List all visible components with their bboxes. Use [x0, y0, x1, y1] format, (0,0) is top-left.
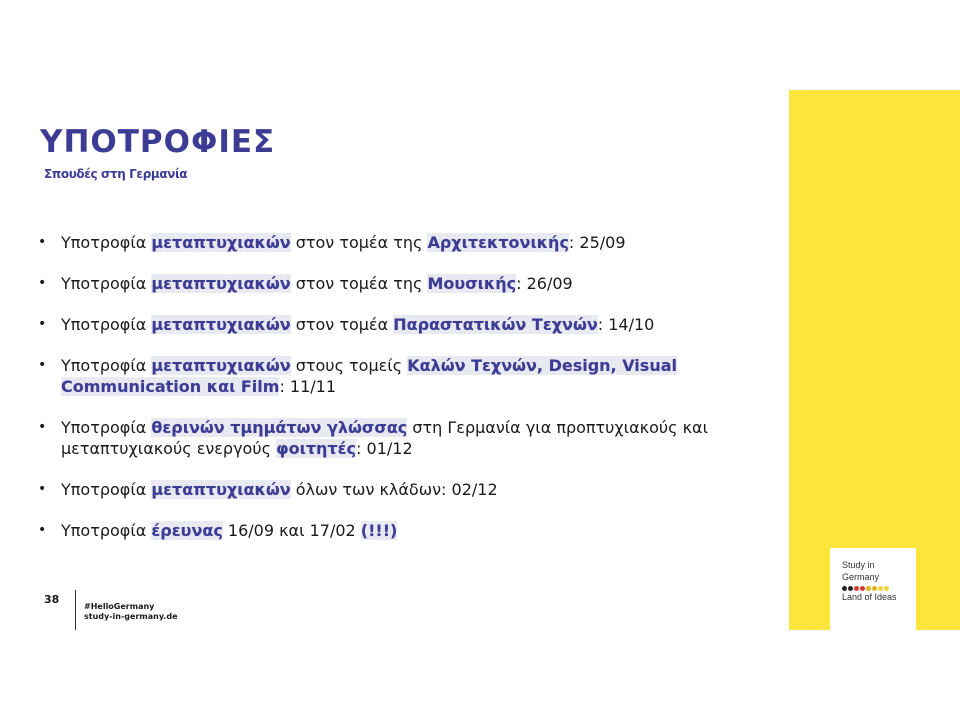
item-text: : 11/11: [279, 377, 337, 396]
list-item: [38, 355, 758, 397]
item-text: Υποτροφία: [61, 315, 152, 334]
list-item: [38, 232, 758, 253]
highlighted-text: μεταπτυχιακών: [151, 233, 291, 252]
bullet-dot: •: [38, 357, 47, 373]
study-in-germany-logo: [830, 548, 916, 630]
highlighted-text: (!!!): [360, 521, 398, 540]
highlighted-text: μεταπτυχιακών: [151, 315, 291, 334]
bullet-dot: •: [38, 275, 47, 291]
logo-line-3: Land of Ideas: [842, 592, 897, 602]
footer-hashtag: #HelloGermany: [84, 602, 155, 611]
item-text: στη Γερμανία για προπτυχιακούς και μεταπτυχιακούς ενεργούς: [61, 418, 708, 458]
footer: [84, 602, 178, 622]
list-item: [38, 273, 758, 294]
logo-dot: [866, 586, 871, 591]
logo-text: [842, 559, 897, 603]
item-text: : 26/09: [516, 274, 573, 293]
logo-dot: [884, 586, 889, 591]
logo-dot: [860, 586, 865, 591]
item-text: Υποτροφία: [61, 418, 152, 437]
bullet-dot: •: [38, 316, 47, 332]
slide-subtitle: Σπουδές στη Γερμανία: [44, 167, 188, 181]
footer-divider: [75, 590, 76, 630]
item-text: : 01/12: [356, 439, 413, 458]
highlighted-text: Παραστατικών Τεχνών: [393, 315, 598, 334]
logo-dot: [842, 586, 847, 591]
item-text: στον τομέα: [290, 315, 394, 334]
item-text: στον τομέα της: [290, 274, 428, 293]
item-text: : 14/10: [597, 315, 655, 334]
logo-line-1: Study in: [842, 560, 875, 570]
logo-dot: [848, 586, 853, 591]
highlighted-text: έρευνας: [151, 521, 223, 540]
bullet-dot: •: [38, 522, 47, 538]
item-text: Υποτροφία: [61, 521, 152, 540]
item-text: στον τομέα της: [290, 233, 428, 252]
list-item: [38, 417, 758, 459]
highlighted-text: φοιτητές: [276, 439, 357, 458]
item-text: 16/09 και 17/02: [222, 521, 361, 540]
list-item: [38, 520, 758, 541]
item-text: : 25/09: [568, 233, 626, 252]
logo-dots: [842, 586, 889, 591]
item-text: Υποτροφία: [61, 356, 152, 375]
list-item: [38, 479, 758, 500]
item-text: Υποτροφία: [61, 480, 152, 499]
highlighted-text: μεταπτυχιακών: [151, 274, 291, 293]
highlighted-text: Αρχιτεκτονικής: [427, 233, 569, 252]
highlighted-text: Καλών Τεχνών, Design, Visual Communication και Film: [61, 356, 677, 396]
item-text: όλων των κλάδων: 02/12: [290, 480, 498, 499]
logo-dot: [872, 586, 877, 591]
slide-title: ΥΠΟΤΡΟΦΙΕΣ: [40, 124, 276, 160]
highlighted-text: μεταπτυχιακών: [151, 480, 291, 499]
bullet-dot: •: [38, 234, 47, 250]
logo-dot: [854, 586, 859, 591]
bullet-dot: •: [38, 481, 47, 497]
highlighted-text: μεταπτυχιακών: [151, 356, 291, 375]
logo-dot: [878, 586, 883, 591]
scholarship-list: [38, 232, 758, 561]
footer-url: study-in-germany.de: [84, 612, 178, 621]
highlighted-text: θερινών τμημάτων γλώσσας: [151, 418, 408, 437]
item-text: Υποτροφία: [61, 274, 152, 293]
logo-line-2: Germany: [842, 572, 880, 582]
highlighted-text: Μουσικής: [427, 274, 517, 293]
list-item: [38, 314, 758, 335]
item-text: στους τομείς: [290, 356, 408, 375]
bullet-dot: •: [38, 419, 47, 435]
page-number: 38: [44, 593, 60, 606]
item-text: Υποτροφία: [61, 233, 152, 252]
